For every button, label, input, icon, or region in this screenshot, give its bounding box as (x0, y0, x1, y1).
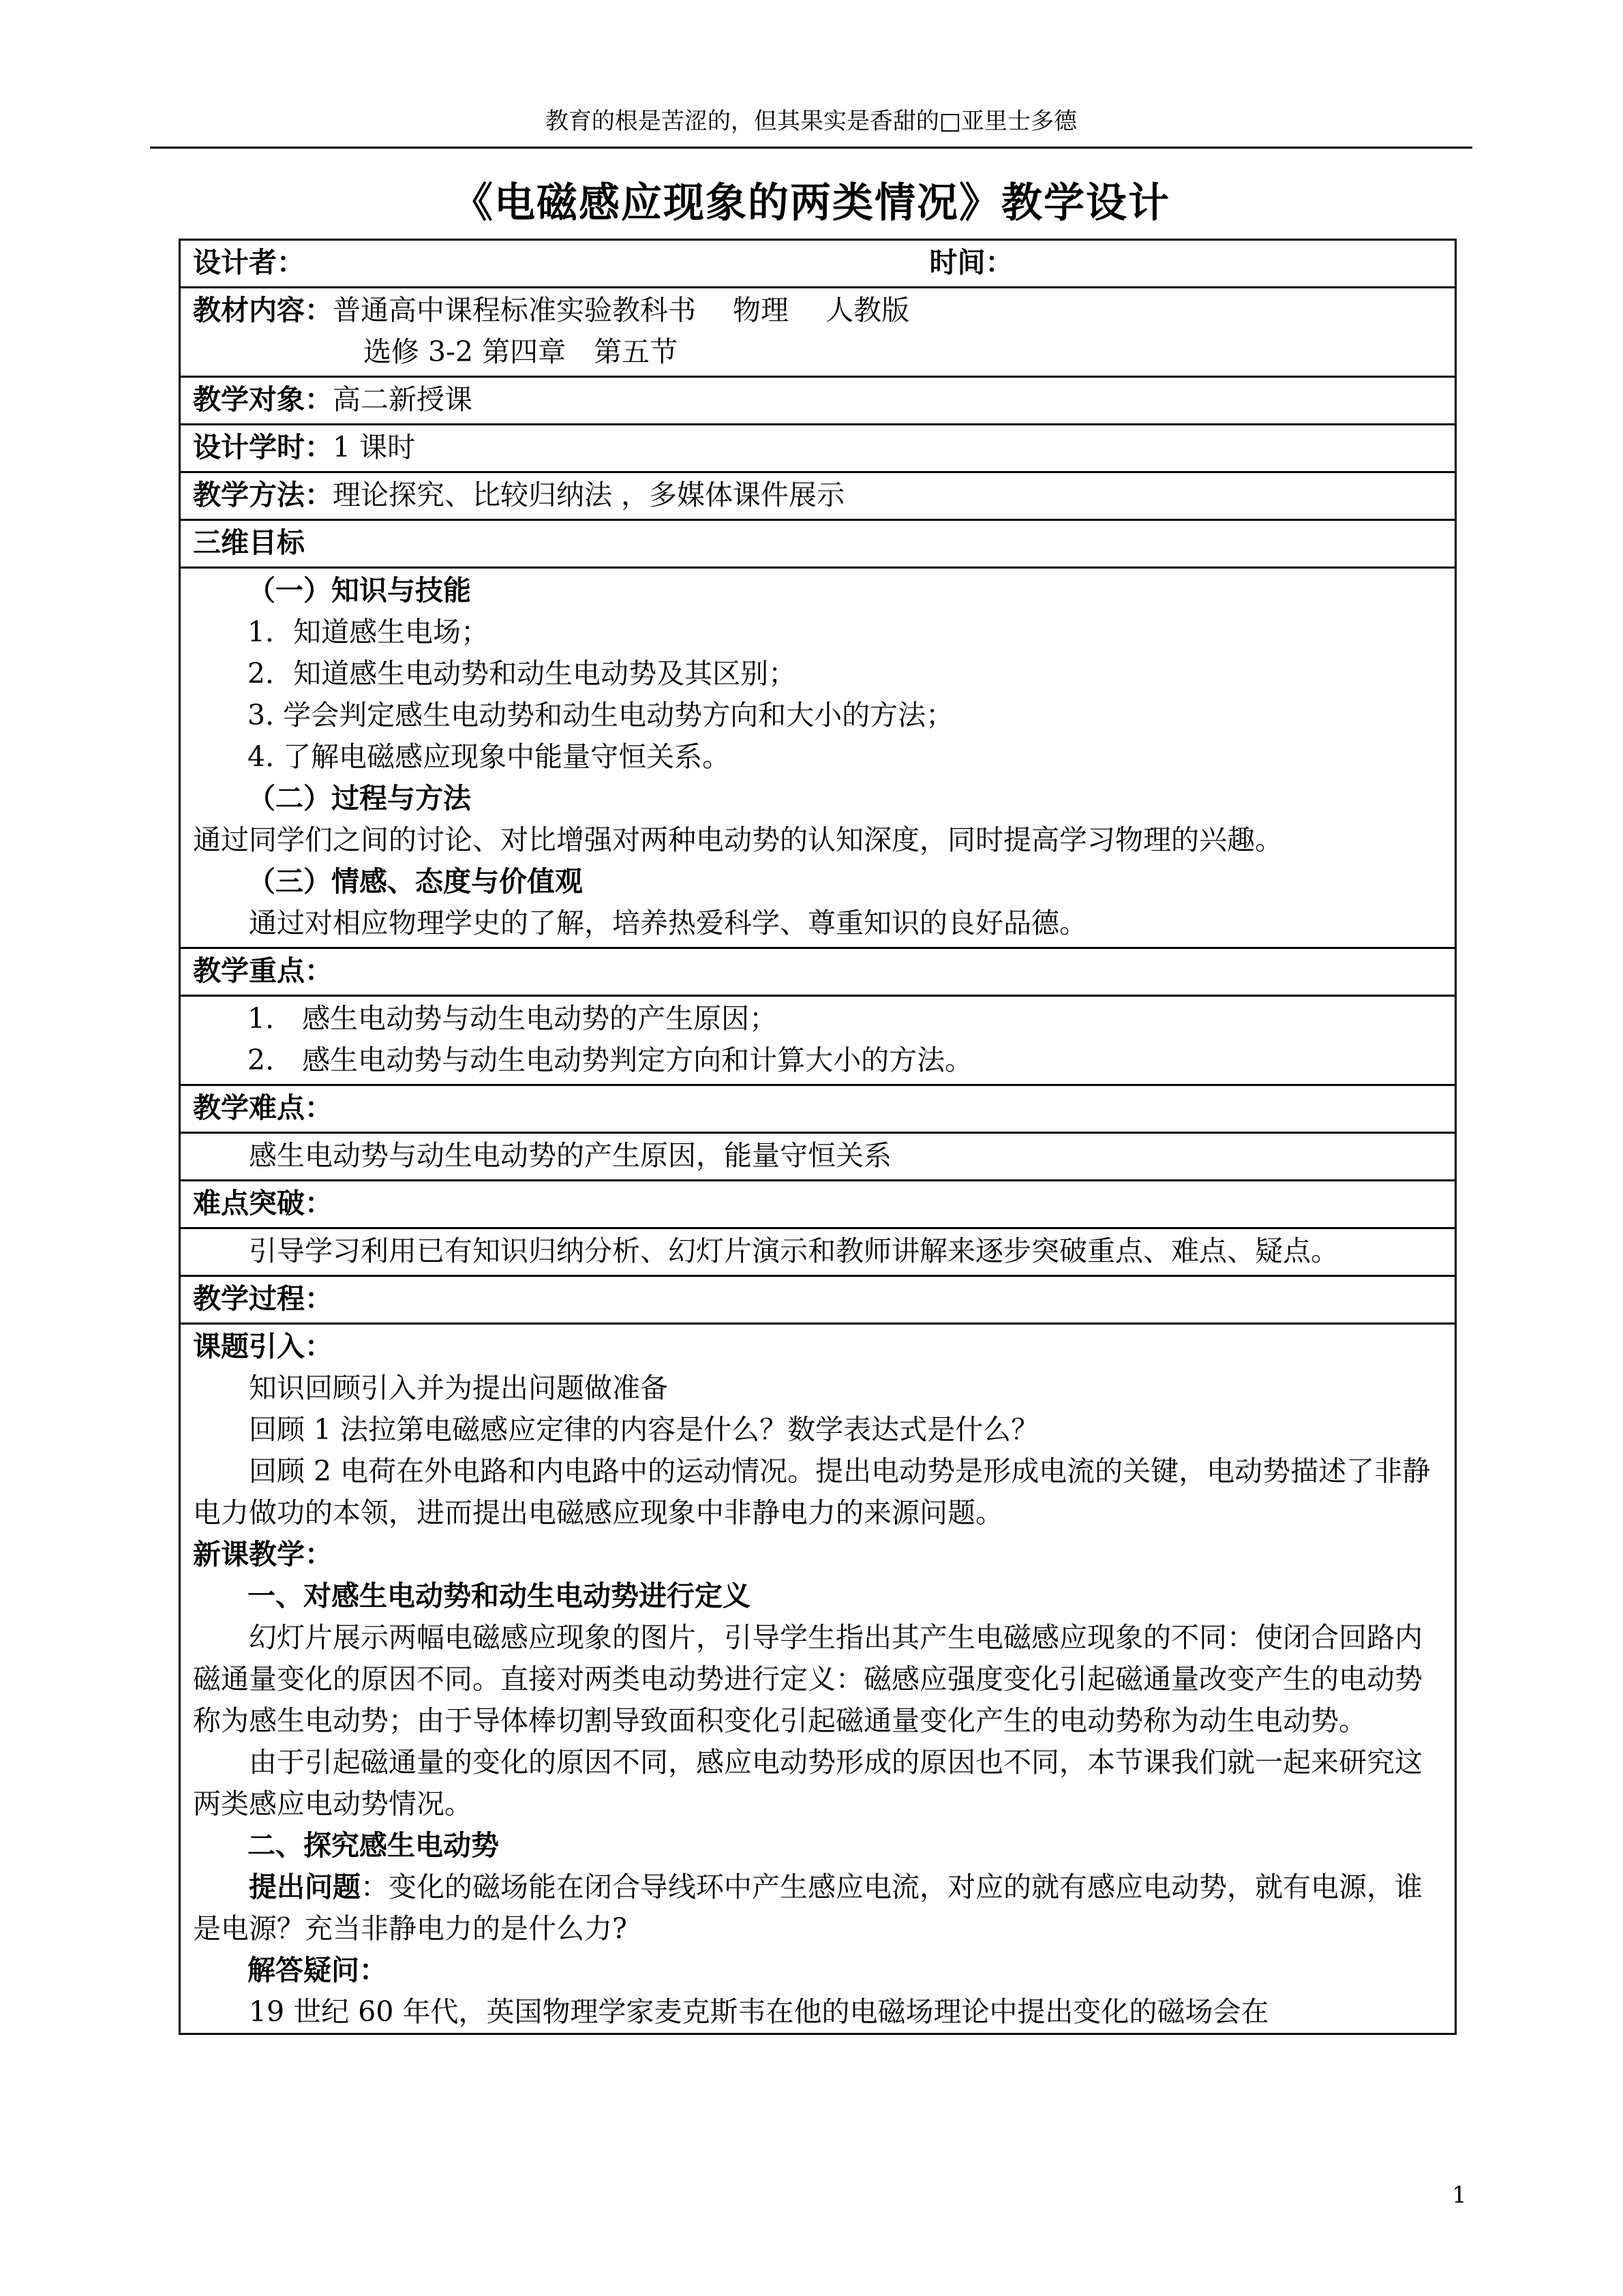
cell-key-points (180, 996, 1456, 1085)
breakthrough-label: 难点突破： (193, 1187, 333, 1220)
cell-goals-label (180, 520, 1456, 568)
row-goals-label (180, 520, 1456, 568)
method-label: 教学方法： (193, 479, 333, 511)
cell-audience (180, 377, 1456, 425)
goals-s3-text: 通过对相应物理学史的了解，培养热爱科学、尊重知识的良好品德。 (249, 907, 1087, 939)
question-text: ：变化的磁场能在闭合导线环中产生感应电流，对应的就有感应电动势，就有电源，谁是电源？充当非静电力的是什么力? (193, 1871, 1423, 1945)
question-label: 提出问题 (249, 1871, 361, 1903)
row-difficulties (180, 1133, 1456, 1181)
row-designer (180, 240, 1456, 288)
row-method (180, 472, 1456, 520)
row-process-label (180, 1276, 1456, 1324)
cell-process-label (180, 1276, 1456, 1324)
row-key-points-label (180, 948, 1456, 996)
breakthrough-text: 引导学习利用已有知识归纳分析、幻灯片演示和教师讲解来逐步突破重点、难点、疑点。 (249, 1235, 1339, 1267)
audience-value: 高二新授课 (333, 383, 472, 416)
cell-difficulties (180, 1133, 1456, 1181)
row-key-points (180, 996, 1456, 1085)
row-hours (180, 425, 1456, 472)
page-header: 教育的根是苦涩的，但其果实是香甜的□亚里士多德 (545, 108, 1078, 135)
answer-label: 解答疑问： (247, 1954, 387, 1987)
goals-s2-title: （二）过程与方法 (247, 782, 471, 815)
cell-breakthrough (180, 1228, 1456, 1276)
goals-s3-title: （三）情感、态度与价值观 (247, 865, 583, 898)
cell-designer (180, 240, 1456, 288)
goals-s1-item: 3. 学会判定感生电动势和动生电动势方向和大小的方法； (247, 699, 954, 731)
new-lesson-label: 新课教学： (193, 1538, 333, 1571)
section1-paragraph: 幻灯片展示两幅电磁感应现象的图片，引导学生指出其产生电磁感应现象的不同：使闭合回路内磁通量变化的原因不同。直接对两类电动势进行定义：磁感应强度变化引起磁通量改变产生的电动势称为感生电动势；由于导体棒切割导致面积变化引起磁通量变化产生的电动势称为动生电动势。 (193, 1621, 1423, 1737)
time-label: 时间： (929, 246, 1014, 279)
row-material (180, 288, 1456, 377)
cell-method (180, 472, 1456, 520)
difficulties-text: 感生电动势与动生电动势的产生原因，能量守恒关系 (249, 1139, 892, 1172)
row-breakthrough-label (180, 1181, 1456, 1228)
cell-difficulties-label (180, 1085, 1456, 1133)
row-goals (180, 568, 1456, 948)
designer-label: 设计者： (193, 246, 305, 279)
method-value: 理论探究、比较归纳法 ，多媒体课件展示 (333, 479, 845, 511)
section2-title: 二、探究感生电动势 (247, 1829, 499, 1862)
cell-goals (180, 568, 1456, 948)
cell-process (180, 1324, 1456, 2034)
cell-key-points-label (180, 948, 1456, 996)
intro-paragraph: 回顾 2 电荷在外电路和内电路中的运动情况。提出电动势是形成电流的关键，电动势描述了非静电力做功的本领，进而提出电磁感应现象中非静电力的来源问题。 (193, 1455, 1431, 1529)
document-title: 《电磁感应现象的两类情况》教学设计 (452, 179, 1170, 227)
goals-s1-item: 1．知道感生电场； (247, 616, 489, 648)
material-line1: 普通高中课程标准实验教科书 物理 人教版 (333, 294, 910, 327)
intro-label: 课题引入： (193, 1330, 333, 1363)
hours-label: 设计学时： (193, 431, 333, 464)
row-difficulties-label (180, 1085, 1456, 1133)
key-points-label: 教学重点： (193, 954, 333, 987)
header-rule (150, 147, 1472, 149)
goals-s2-text: 通过同学们之间的讨论、对比增强对两种电动势的认知深度，同时提高学习物理的兴趣。 (193, 824, 1283, 856)
row-audience (180, 377, 1456, 425)
audience-label: 教学对象： (193, 383, 333, 416)
goals-s1-item: 2．知道感生电动势和动生电动势及其区别； (247, 657, 797, 690)
key-point-item: 1. 感生电动势与动生电动势的产生原因； (247, 1002, 778, 1035)
section1-title: 一、对感生电动势和动生电动势进行定义 (247, 1580, 750, 1612)
goals-label: 三维目标 (193, 526, 305, 559)
process-label: 教学过程： (193, 1282, 333, 1315)
material-line2: 选修 3-2 第四章 第五节 (363, 335, 678, 368)
hours-value: 1 课时 (333, 431, 416, 464)
goals-s1-item: 4. 了解电磁感应现象中能量守恒关系。 (247, 740, 731, 773)
goals-s1-title: （一）知识与技能 (247, 574, 471, 607)
difficulties-label: 教学难点： (193, 1091, 333, 1124)
cell-breakthrough-label (180, 1181, 1456, 1228)
intro-paragraph: 回顾 1 法拉第电磁感应定律的内容是什么？数学表达式是什么？ (249, 1413, 1040, 1446)
page-number: 1 (1452, 2181, 1467, 2209)
question-paragraph (193, 1867, 1442, 1950)
section1-paragraph: 由于引起磁通量的变化的原因不同，感应电动势形成的原因也不同，本节课我们就一起来研究这两类感应电动势情况。 (193, 1746, 1423, 1820)
lesson-plan-table (179, 239, 1457, 2035)
answer-text: 19 世纪 60 年代，英国物理学家麦克斯韦在他的电磁场理论中提出变化的磁场会在 (249, 1995, 1269, 2028)
row-breakthrough (180, 1228, 1456, 1276)
key-point-item: 2. 感生电动势与动生电动势判定方向和计算大小的方法。 (247, 1044, 973, 1076)
intro-paragraph: 知识回顾引入并为提出问题做准备 (249, 1372, 668, 1404)
material-label: 教材内容： (193, 294, 333, 327)
cell-hours (180, 425, 1456, 472)
row-process (180, 1324, 1456, 2034)
cell-material (180, 288, 1456, 377)
